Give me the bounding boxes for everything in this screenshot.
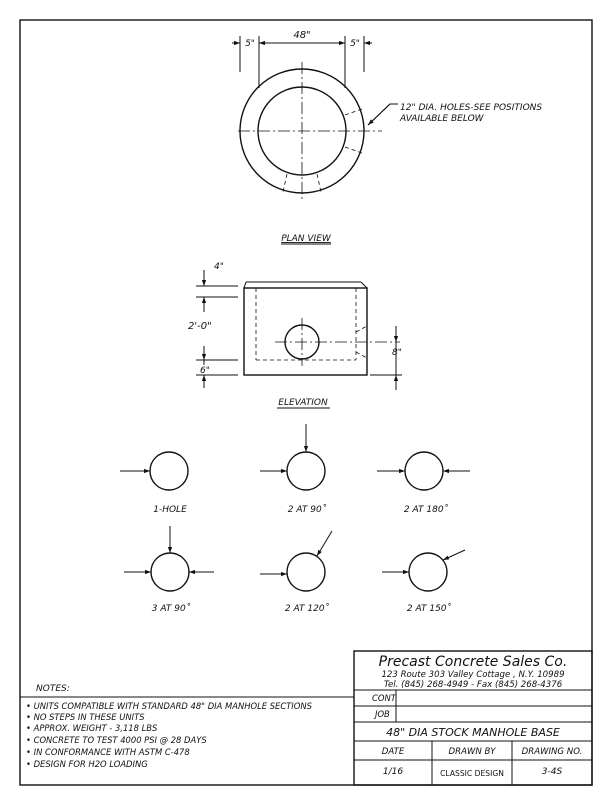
diagram-circle bbox=[409, 553, 447, 591]
drawn-by-value: CLASSIC DESIGN bbox=[440, 769, 504, 778]
hole-diagram-2-at-120 bbox=[260, 531, 332, 614]
cont-label: CONT. bbox=[372, 693, 398, 703]
hole-diagram-2-at-180 bbox=[377, 452, 470, 515]
hole-diagram-1-hole bbox=[120, 452, 188, 515]
note-item: • DESIGN FOR H2O LOADING bbox=[26, 759, 148, 769]
job-label: JOB bbox=[375, 709, 390, 719]
diagram-label: 2 AT 150˚ bbox=[406, 604, 452, 614]
callout-leader bbox=[368, 104, 398, 125]
company-phone: Tel. (845) 268-4949 - Fax (845) 268-4376 bbox=[383, 680, 563, 690]
dim-48: 48" bbox=[293, 30, 311, 41]
date-label: DATE bbox=[381, 747, 405, 757]
hole-arrow bbox=[317, 531, 332, 556]
drawn-by-label: DRAWN BY bbox=[448, 747, 496, 757]
elevation-title: ELEVATION bbox=[278, 398, 328, 408]
note-item: • CONCRETE TO TEST 4000 PSI @ 28 DAYS bbox=[26, 735, 207, 745]
plan-hole-hidden bbox=[345, 109, 362, 115]
note-item: • UNITS COMPATIBLE WITH STANDARD 48" DIA MANHOLE SECTIONS bbox=[26, 701, 312, 711]
dim-5-right: 5" bbox=[350, 39, 360, 49]
diagram-circle bbox=[151, 553, 189, 591]
note-item: • NO STEPS IN THESE UNITS bbox=[26, 712, 145, 722]
note-item: • APPROX. WEIGHT - 3,118 LBS bbox=[26, 723, 158, 733]
dim-4: 4" bbox=[214, 262, 224, 272]
diagram-label: 2 AT 120˚ bbox=[284, 604, 330, 614]
notes-title: NOTES: bbox=[36, 684, 70, 694]
plan-hole-hidden bbox=[317, 174, 321, 192]
dim-5-left: 5" bbox=[245, 39, 255, 49]
diagram-circle bbox=[405, 452, 443, 490]
callout-line-2: AVAILABLE BELOW bbox=[400, 114, 484, 124]
diagram-label: 2 AT 180˚ bbox=[403, 505, 449, 515]
note-item: • IN CONFORMANCE WITH ASTM C-478 bbox=[26, 747, 190, 757]
plan-hole-hidden bbox=[283, 174, 287, 192]
diagram-circle bbox=[150, 452, 188, 490]
elevation-body bbox=[244, 288, 367, 375]
drawing-no-value: 3-4S bbox=[541, 767, 563, 777]
diagram-label: 3 AT 90˚ bbox=[151, 604, 191, 614]
plan-hole-hidden bbox=[345, 147, 362, 153]
company-name: Precast Concrete Sales Co. bbox=[378, 654, 568, 670]
dim-8: 8" bbox=[392, 348, 402, 358]
hole-diagram-2-at-90 bbox=[260, 424, 327, 515]
drawing-title: 48" DIA STOCK MANHOLE BASE bbox=[386, 726, 560, 739]
plan-view bbox=[232, 30, 542, 244]
hole-diagram-3-at-90 bbox=[124, 526, 214, 614]
hole-positions bbox=[120, 424, 470, 614]
hole-diagram-2-at-150 bbox=[382, 550, 465, 614]
drawing-no-label: DRAWING NO. bbox=[521, 747, 583, 757]
company-address: 123 Route 303 Valley Cottage , N.Y. 10989 bbox=[381, 670, 565, 680]
diagram-circle bbox=[287, 452, 325, 490]
diagram-circle bbox=[287, 553, 325, 591]
plan-view-title: PLAN VIEW bbox=[281, 234, 331, 244]
dim-6: 6" bbox=[200, 366, 210, 376]
diagram-label: 1-HOLE bbox=[153, 505, 187, 515]
notes-section bbox=[20, 684, 354, 769]
date-value: 1/16 bbox=[382, 767, 404, 777]
diagram-label: 2 AT 90˚ bbox=[287, 505, 327, 515]
elevation-view bbox=[188, 262, 402, 408]
hole-arrow bbox=[443, 550, 465, 560]
dim-2-0: 2'-0" bbox=[188, 321, 212, 332]
title-block bbox=[354, 651, 592, 785]
callout-line-1: 12" DIA. HOLES-SEE POSITIONS bbox=[400, 103, 543, 113]
